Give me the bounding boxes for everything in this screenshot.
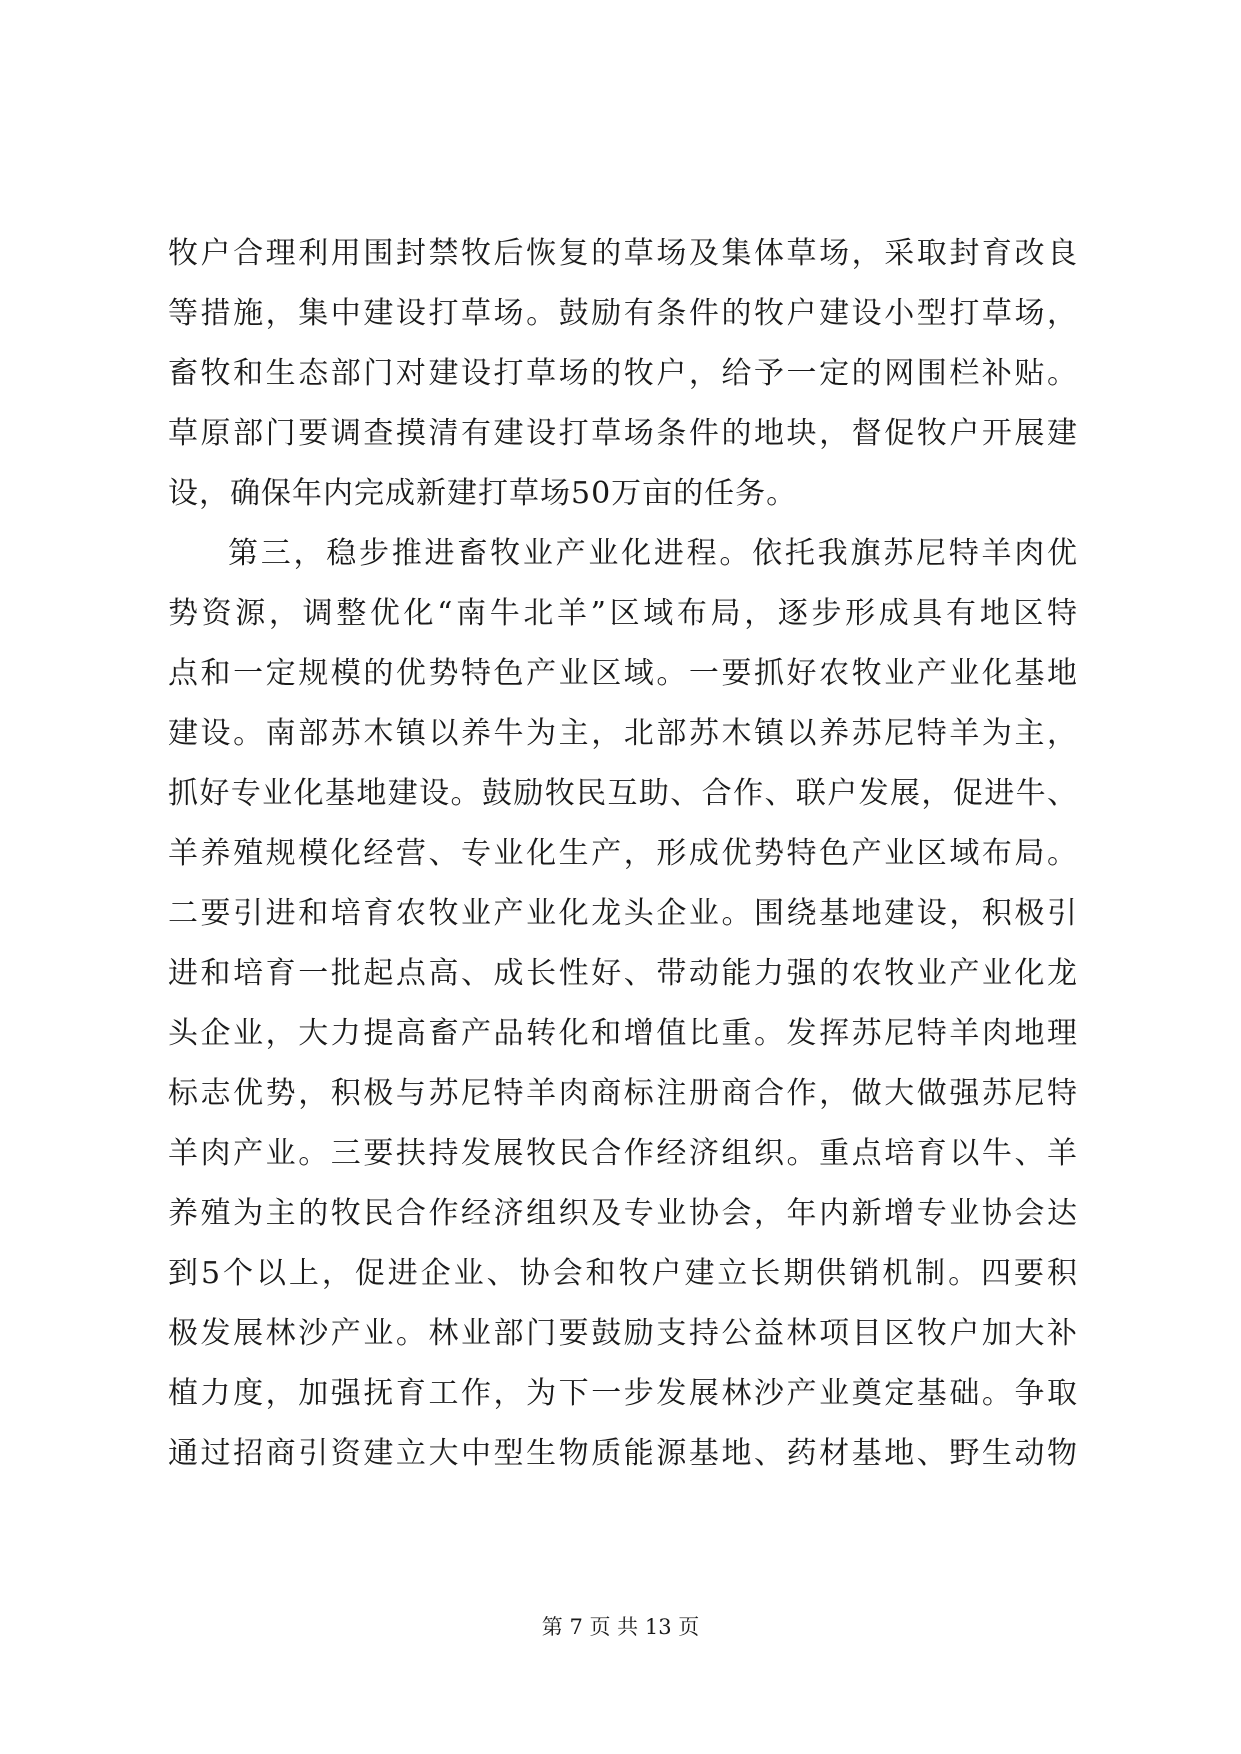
text-line: 抓好专业化基地建设。鼓励牧民互助、合作、联户发展，促进牛、 <box>168 776 1078 811</box>
text-line: 草原部门要调查摸清有建设打草场条件的地块，督促牧户开展建 <box>168 416 1078 451</box>
text-line: 势资源，调整优化“南牛北羊”区域布局，逐步形成具有地区特 <box>168 596 1078 631</box>
text-line: 植力度，加强抚育工作，为下一步发展林沙产业奠定基础。争取 <box>168 1376 1078 1411</box>
text-line: 点和一定规模的优势特色产业区域。一要抓好农牧业产业化基地 <box>168 656 1078 691</box>
text-line: 羊肉产业。三要扶持发展牧民合作经济组织。重点培育以牛、羊 <box>168 1136 1078 1171</box>
text-line: 进和培育一批起点高、成长性好、带动能力强的农牧业产业化龙 <box>168 956 1078 991</box>
text-line: 牧户合理利用围封禁牧后恢复的草场及集体草场，采取封育改良 <box>168 236 1078 271</box>
text-line: 极发展林沙产业。林业部门要鼓励支持公益林项目区牧户加大补 <box>168 1316 1078 1351</box>
text-line: 二要引进和培育农牧业产业化龙头企业。围绕基地建设，积极引 <box>168 896 1078 931</box>
text-line: 设，确保年内完成新建打草场50万亩的任务。 <box>168 476 798 511</box>
text-line: 第三，稳步推进畜牧业产业化进程。依托我旗苏尼特羊肉优 <box>228 536 1078 571</box>
page-number-footer: 第 7 页 共 13 页 <box>541 1615 700 1639</box>
text-line: 羊养殖规模化经营、专业化生产，形成优势特色产业区域布局。 <box>168 836 1078 871</box>
text-line: 标志优势，积极与苏尼特羊肉商标注册商合作，做大做强苏尼特 <box>168 1076 1078 1111</box>
text-line: 等措施，集中建设打草场。鼓励有条件的牧户建设小型打草场， <box>168 296 1078 331</box>
text-line: 建设。南部苏木镇以养牛为主，北部苏木镇以养苏尼特羊为主， <box>168 716 1078 751</box>
text-line: 通过招商引资建立大中型生物质能源基地、药材基地、野生动物 <box>168 1436 1078 1471</box>
text-line: 到5个以上，促进企业、协会和牧户建立长期供销机制。四要积 <box>168 1256 1078 1291</box>
text-line: 头企业，大力提高畜产品转化和增值比重。发挥苏尼特羊肉地理 <box>168 1016 1078 1051</box>
text-line: 畜牧和生态部门对建设打草场的牧户，给予一定的网围栏补贴。 <box>168 356 1078 391</box>
text-line: 养殖为主的牧民合作经济组织及专业协会，年内新增专业协会达 <box>168 1196 1078 1231</box>
